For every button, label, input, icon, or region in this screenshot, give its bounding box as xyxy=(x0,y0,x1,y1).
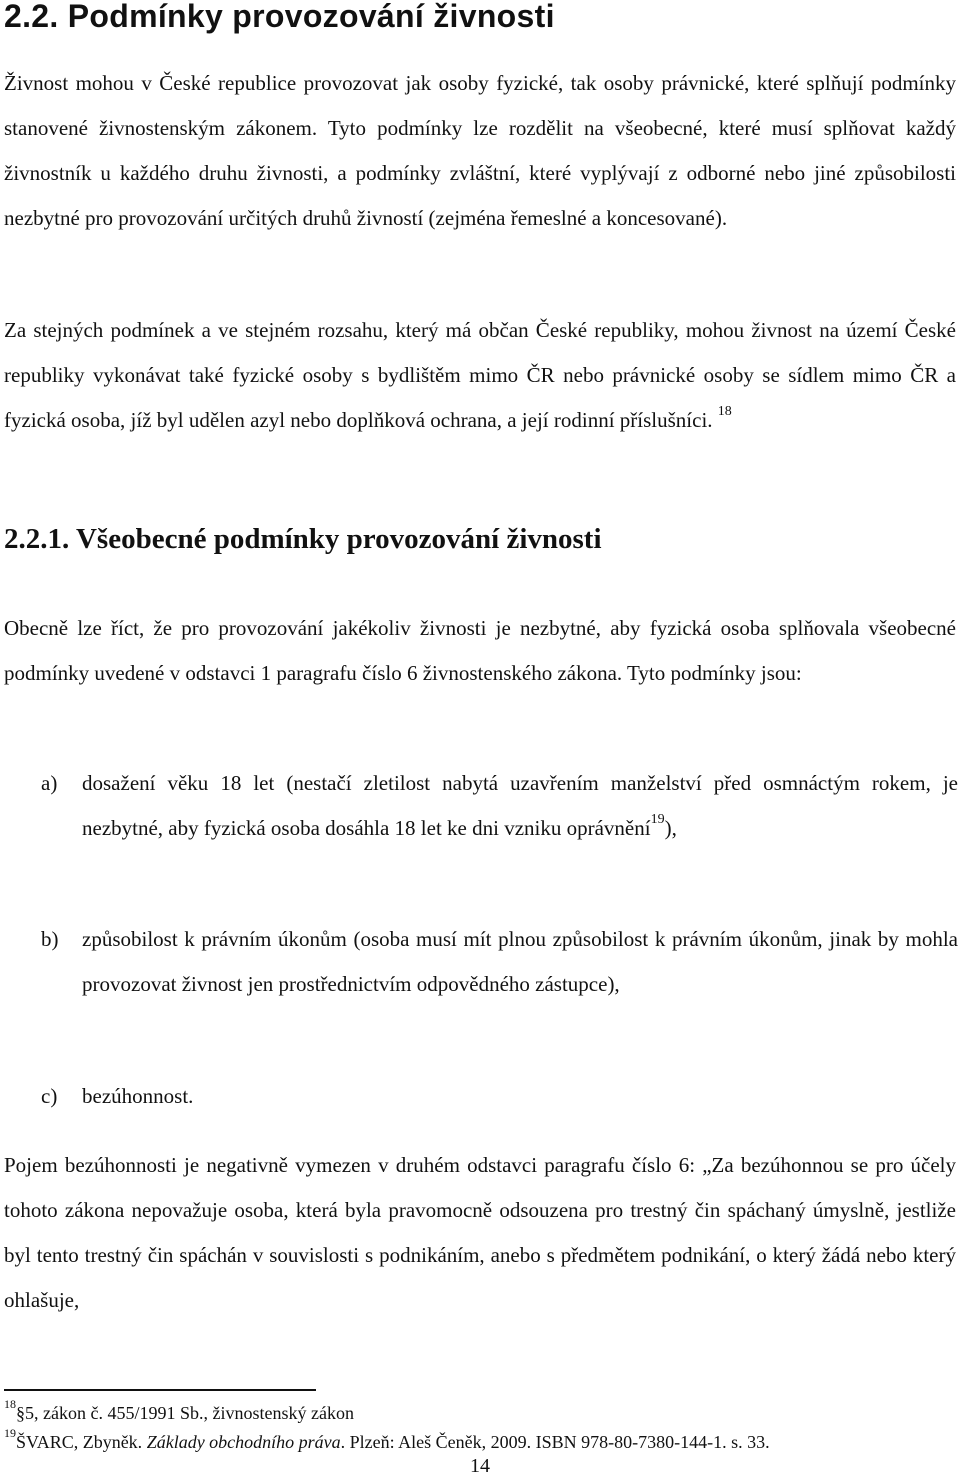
footnote-number: 19 xyxy=(4,1426,16,1440)
footnote xyxy=(4,1426,770,1453)
footnote-ref: 19 xyxy=(650,812,665,827)
list-item-text: způsobilost k právním úkonům (osoba musí mít plnou způsobilost k právním úkonům, jinak by mohla provozovat živnost jen prostřednictvím odpovědného zástupce), xyxy=(82,927,958,996)
footnote-number: 18 xyxy=(4,1397,16,1411)
footnote-separator xyxy=(4,1389,316,1391)
footnote-ref: 18 xyxy=(717,404,732,419)
page-number: 14 xyxy=(470,1455,490,1477)
footnote xyxy=(4,1397,354,1424)
list-item-label: a) xyxy=(41,771,58,795)
footnote-author: ŠVARC, Zbyněk. xyxy=(16,1432,147,1452)
list-item-text xyxy=(82,761,958,851)
subsection-heading: 2.2.1. Všeobecné podmínky provozování živnosti xyxy=(4,523,602,555)
paragraph-general-conditions: Obecně lze říct, že pro provozování jakékoliv živnosti je nezbytné, aby fyzická osoba splňovala všeobecné podmínky uvedené v odstavci 1 paragrafu číslo 6 živnostenského zákona. Tyto podmínky jsou: xyxy=(4,616,956,685)
list-item-text: bezúhonnost. xyxy=(82,1084,194,1108)
paragraph-intro: Živnost mohou v České republice provozovat jak osoby fyzické, tak osoby právnické, které splňují podmínky stanovené živnostenským zákonem. Tyto podmínky lze rozdělit na všeobecné, které musí splňovat každý živnostník u každého druhu živnosti, a podmínky zvláštní, které vyplývají z odborné nebo jiné způsobilosti nezbytné pro provozování určitých druhů živností (zejména řemeslné a koncesované). xyxy=(4,71,956,230)
list-item-tail: ), xyxy=(664,816,677,840)
list-item-body: dosažení věku 18 let (nestačí zletilost nabytá uzavřením manželství před osmnáctým rokem, je nezbytné, aby fyzická osoba dosáhla 18 let ke dni vzniku oprávnění xyxy=(82,771,958,840)
list-item-label: b) xyxy=(41,927,59,951)
paragraph-foreign-persons xyxy=(4,308,956,443)
footnote-text: §5, zákon č. 455/1991 Sb., živnostenský zákon xyxy=(16,1403,354,1423)
paragraph-integrity: Pojem bezúhonnosti je negativně vymezen v druhém odstavci paragrafu číslo 6: „Za bezúhonnou se pro účely tohoto zákona nepovažuje osoba, která byla pravomocně odsouzena pro trestný čin spáchaný úmyslně, jestliže byl tento trestný čin spáchán v souvislosti s podnikáním, anebo s předmětem podnikání, o který žádá nebo který ohlašuje, xyxy=(4,1153,956,1312)
section-heading: 2.2. Podmínky provozování živnosti xyxy=(4,0,555,34)
list-item-label: c) xyxy=(41,1084,58,1108)
footnote-publication: . Plzeň: Aleš Čeněk, 2009. ISBN 978-80-7380-144-1. s. 33. xyxy=(340,1432,770,1452)
footnote-title: Základy obchodního práva xyxy=(146,1432,341,1452)
paragraph-text: Za stejných podmínek a ve stejném rozsahu, který má občan České republiky, mohou živnost na území České republiky vykonávat také fyzické osoby s bydlištěm mimo ČR nebo právnické osoby se sídlem mimo ČR a fyzická osoba, jíž byl udělen azyl nebo doplňková ochrana, a její rodinní příslušníci. xyxy=(4,318,956,432)
